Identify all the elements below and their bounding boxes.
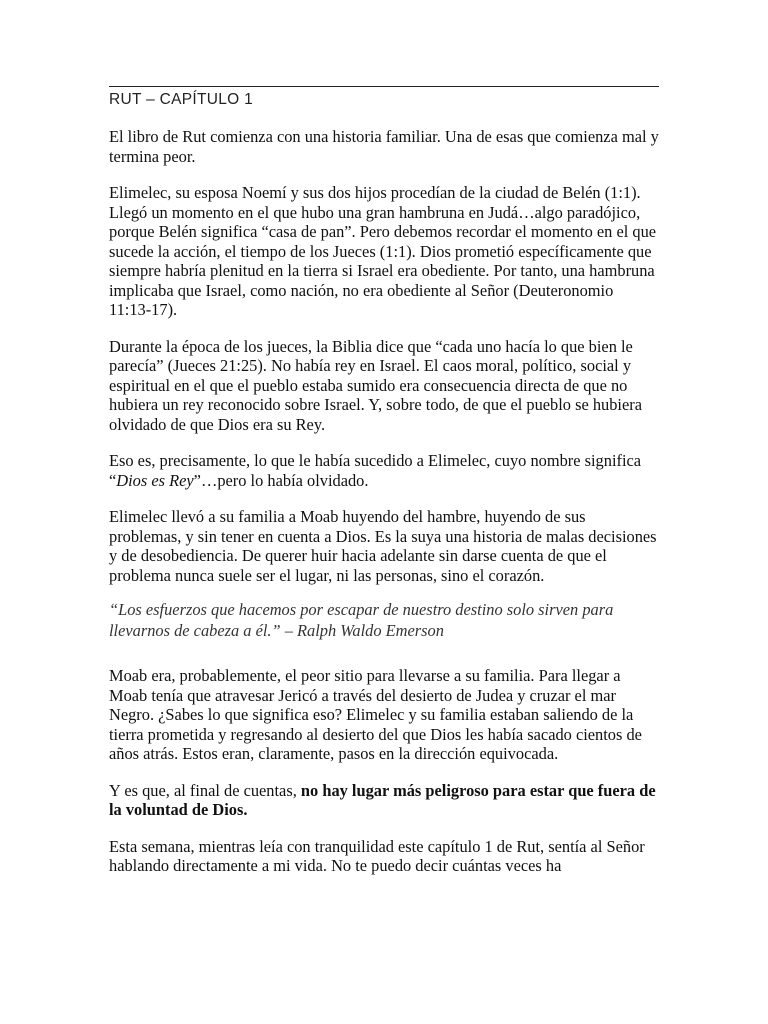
paragraph-judges-era: Durante la época de los jueces, la Biblia dice que “cada uno hacía lo que bien le parecía” (Jueces 21:25). No había rey en Israel. El caos moral, político, social y espiritual en el que el pueblo estaba sumido era consecuencia directa de que no hubiera un rey reconocido sobre Israel. Y, sobre todo, de que el pueblo se hubiera olvidado de que Dios era su Rey. (109, 336, 642, 434)
paragraph-moab-worst-place: Moab era, probablemente, el peor sitio para llevarse a su familia. Para llegar a Moab tenía que atravesar Jericó a través del desierto de Judea y cruzar el mar Negro. ¿Sabes lo que significa eso? Elimelec y su familia estaban saliendo de la tierra prometida y regresando al desierto del que Dios les había sacado cientos de años atrás. Estos eran, claramente, pasos en la dirección equivocada. (109, 666, 642, 763)
paragraph-elimelec-meaning-start: Eso es, precisamente, lo que le había sucedido a Elimelec, cuyo nombre significa “ (109, 451, 642, 490)
emerson-quote: “Los esfuerzos que hacemos por escapar de nuestro destino solo sirven para llevarnos de cabeza a él.” – Ralph Waldo Emerson (109, 600, 614, 640)
bold-statement: no hay lugar más peligroso para estar que fuera de la voluntad de Dios. (109, 780, 656, 819)
paragraph-this-week: Esta semana, mientras leía con tranquilidad este capítulo 1 de Rut, sentía al Señor hablando directamente a mi vida. No te puedo decir cuántas veces ha (109, 836, 645, 875)
paragraph-moab-flight: Elimelec llevó a su familia a Moab huyendo del hambre, huyendo de sus problemas, y sin tener en cuenta a Dios. Es la suya una historia de malas decisiones y de desobediencia. De querer huir hacia adelante sin darse cuenta de que el problema nunca suele ser el lugar, ni las personas, sino el corazón. (109, 507, 657, 585)
document-page (109, 86, 659, 897)
chapter-title: RUT – CAPÍTULO 1 (109, 91, 254, 108)
name-meaning-italic: Dios es Rey (116, 470, 194, 490)
paragraph-elimelec-meaning (109, 451, 659, 490)
paragraph-gods-will-start: Y es que, al final de cuentas, (109, 780, 301, 800)
paragraph-elimelec-family: Elimelec, su esposa Noemí y sus dos hijos procedían de la ciudad de Belén (1:1). Llegó un momento en el que hubo una gran hambruna en Judá…algo paradójico, porque Belén significa “casa de pan”. Pero debemos recordar el momento en el que sucede la acción, el tiempo de los Jueces (1:1). Dios prometió específicamente que siempre habría plenitud en la tierra si Israel era obediente. Por tanto, una hambruna implicaba que Israel, como nación, no era obediente al Señor (Deuteronomio 11:13-17). (109, 183, 657, 319)
paragraph-elimelec-meaning-end: ”…pero lo había olvidado. (193, 470, 369, 490)
paragraph-intro: El libro de Rut comienza con una historia familiar. Una de esas que comienza mal y termina peor. (109, 127, 659, 166)
header-rule (109, 86, 659, 87)
paragraph-gods-will (109, 781, 659, 820)
